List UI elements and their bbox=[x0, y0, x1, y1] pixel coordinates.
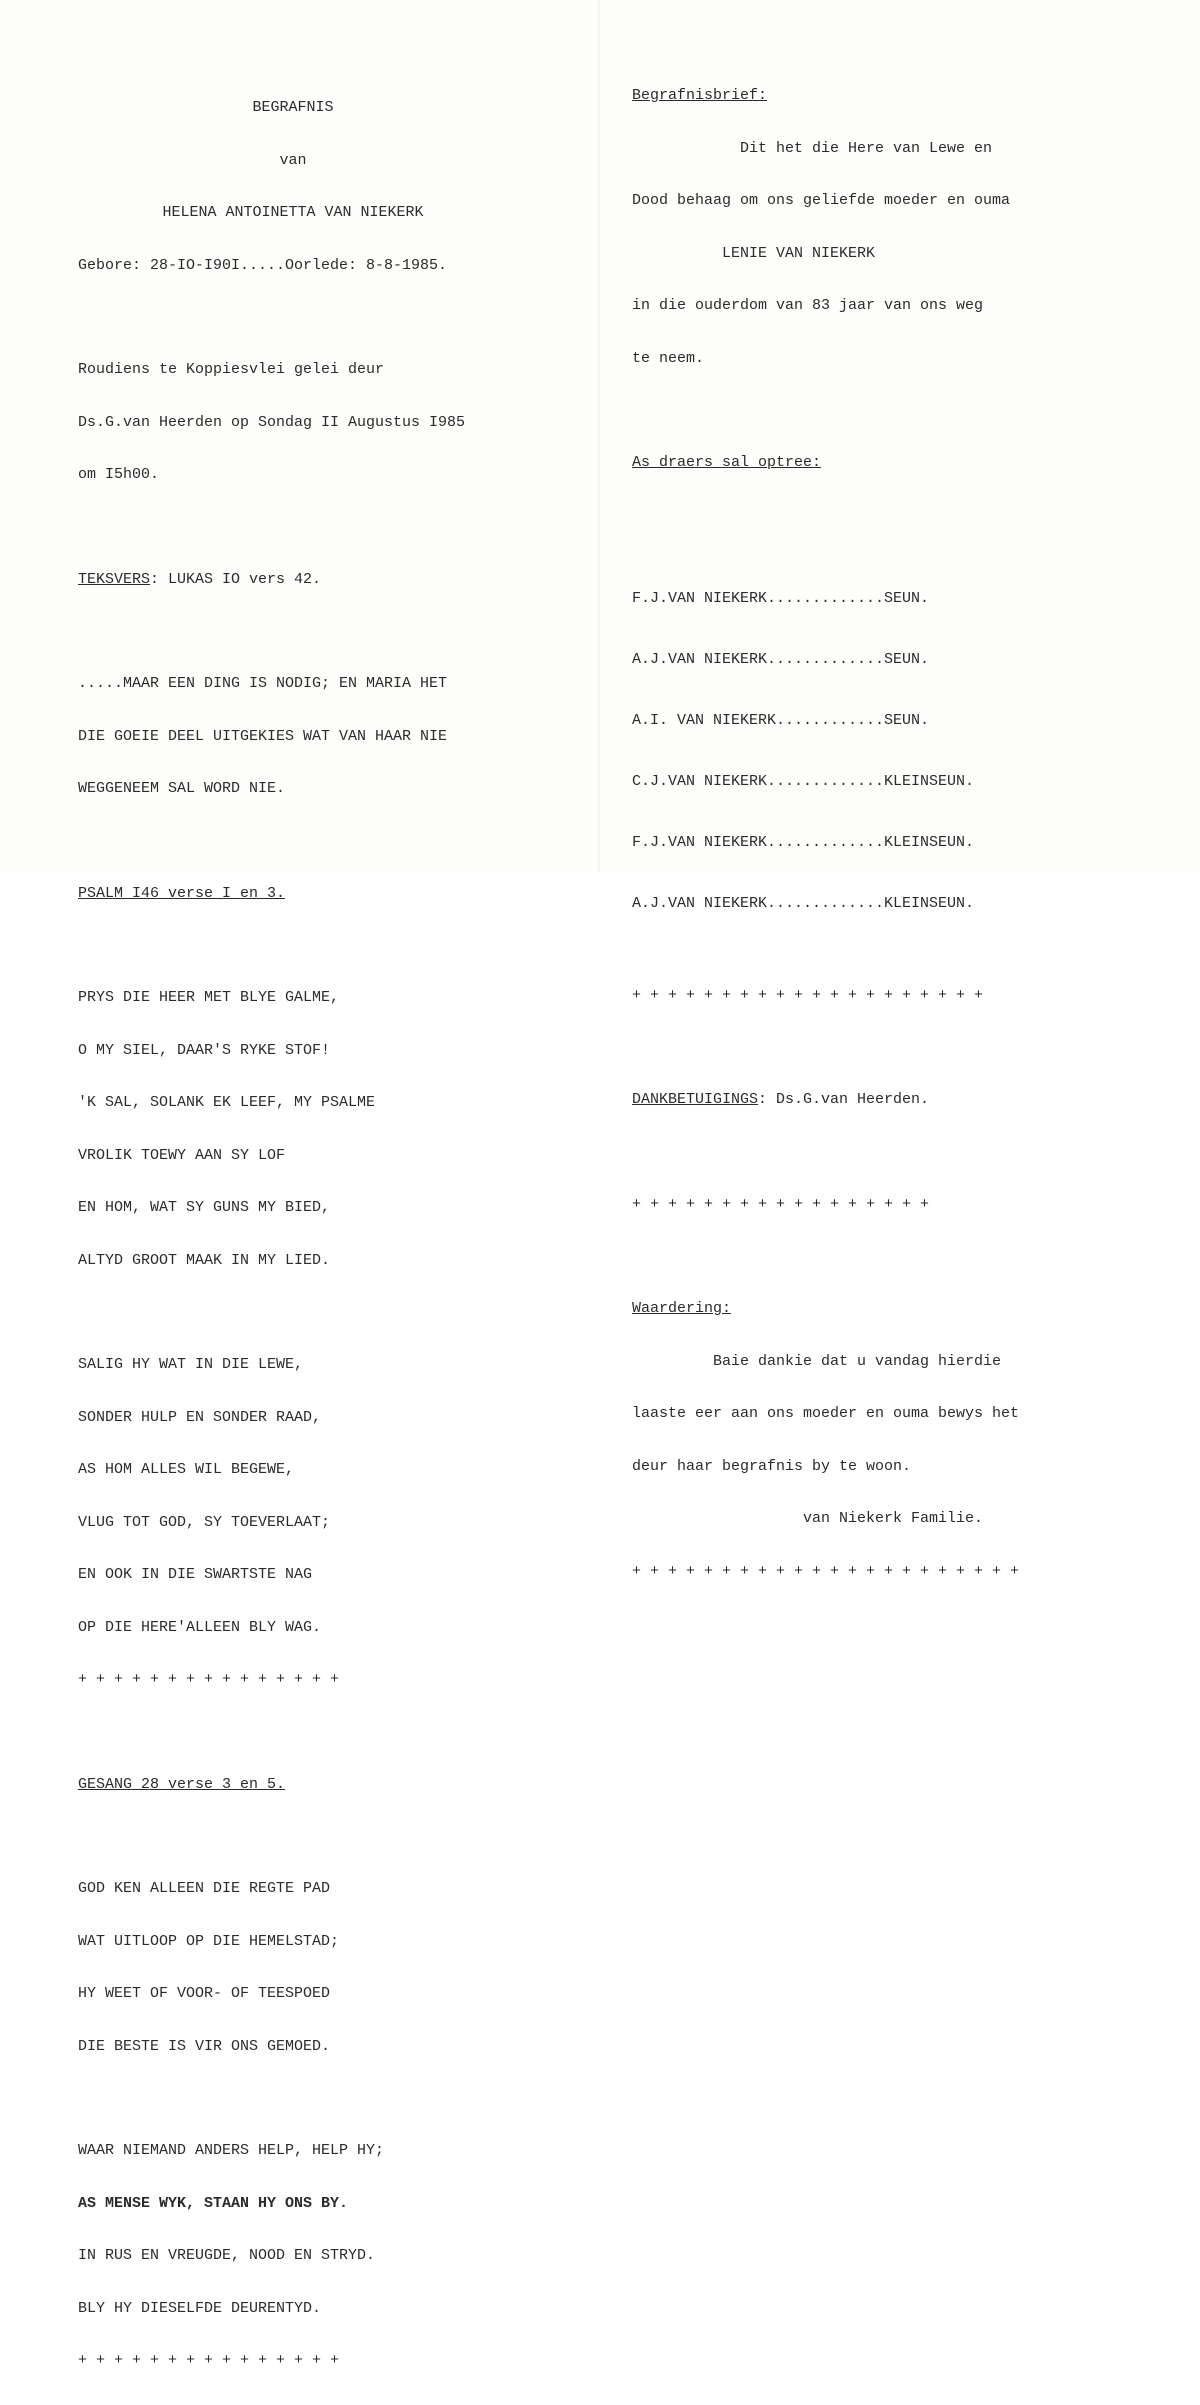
appreciation-line: Baie dankie dat u vandag hierdie bbox=[632, 1352, 1002, 1370]
letter-line: Dit het die Here van Lewe en bbox=[632, 139, 993, 157]
plus-divider: + + + + + + + + + + + + + + + bbox=[78, 1671, 340, 1688]
appreciation-heading: Waardering: bbox=[632, 1300, 732, 1317]
appreciation-line: deur haar begrafnis by te woon. bbox=[632, 1457, 912, 1475]
doc-title: BEGRAFNIS bbox=[252, 99, 334, 116]
bearer-row: A.J.VAN NIEKERK.............KLEINSEUN. bbox=[632, 894, 975, 912]
psalm-line: PRYS DIE HEER MET BLYE GALME, bbox=[78, 989, 340, 1006]
teks-line: .....MAAR EEN DING IS NODIG; EN MARIA HET bbox=[78, 675, 448, 692]
deceased-name: HELENA ANTOINETTA VAN NIEKERK bbox=[162, 204, 424, 221]
psalm-line: VLUG TOT GOD, SY TOEVERLAAT; bbox=[78, 1513, 331, 1531]
bearer-row: A.I. VAN NIEKERK............SEUN. bbox=[632, 711, 930, 729]
letter-line: Dood behaag om ons geliefde moeder en ouma bbox=[632, 192, 1011, 209]
gesang-line: AS MENSE WYK, STAAN HY ONS BY. bbox=[78, 2194, 349, 2212]
page-fold bbox=[598, 0, 600, 872]
gesang-line: DIE BESTE IS VIR ONS GEMOED. bbox=[78, 2037, 331, 2055]
bearer-row: F.J.VAN NIEKERK.............SEUN. bbox=[632, 589, 930, 607]
psalm-line: OP DIE HERE'ALLEEN BLY WAG. bbox=[78, 1618, 322, 1636]
teksvers-line bbox=[78, 571, 578, 589]
gesang-line: BLY HY DIESELFDE DEURENTYD. bbox=[78, 2299, 322, 2317]
left-page bbox=[78, 64, 578, 2405]
plus-divider: + + + + + + + + + + + + + + + + + + + + + + bbox=[632, 1562, 1020, 1580]
gesang-line: IN RUS EN VREUGDE, NOOD EN STRYD. bbox=[78, 2247, 376, 2264]
plus-divider: + + + + + + + + + + + + + + + + + bbox=[632, 1195, 930, 1213]
psalm-line: O MY SIEL, DAAR'S RYKE STOF! bbox=[78, 1041, 331, 1059]
teksvers-heading: TEKSVERS bbox=[78, 570, 151, 588]
service-line: Ds.G.van Heerden op Sondag II Augustus I985 bbox=[78, 413, 466, 431]
psalm-line: AS HOM ALLES WIL BEGEWE, bbox=[78, 1461, 295, 1478]
bearers-list bbox=[632, 551, 1152, 952]
letter-line: LENIE VAN NIEKERK bbox=[632, 244, 876, 262]
doc-van: van bbox=[279, 151, 307, 169]
letter-heading: Begrafnisbrief: bbox=[632, 87, 768, 104]
gesang-line: GOD KEN ALLEEN DIE REGTE PAD bbox=[78, 1880, 331, 1897]
plus-divider: + + + + + + + + + + + + + + + bbox=[78, 2352, 340, 2369]
gesang-line: WAT UITLOOP OP DIE HEMELSTAD; bbox=[78, 1932, 340, 1950]
psalm-heading: PSALM I46 verse I en 3. bbox=[78, 884, 286, 902]
thanks-line bbox=[632, 1091, 1152, 1109]
appreciation-line: van Niekerk Familie. bbox=[632, 1510, 984, 1527]
psalm-line: EN OOK IN DIE SWARTSTE NAG bbox=[78, 1566, 313, 1583]
psalm-line: VROLIK TOEWY AAN SY LOF bbox=[78, 1146, 286, 1164]
teks-line: WEGGENEEM SAL WORD NIE. bbox=[78, 780, 286, 797]
bearer-row: A.J.VAN NIEKERK.............SEUN. bbox=[632, 650, 930, 668]
thanks-heading: DANKBETUIGINGS bbox=[632, 1091, 759, 1108]
teks-line: DIE GOEIE DEEL UITGEKIES WAT VAN HAAR NIE bbox=[78, 727, 448, 745]
letter-line: te neem. bbox=[632, 349, 705, 367]
psalm-line: 'K SAL, SOLANK EK LEEF, MY PSALME bbox=[78, 1094, 376, 1111]
service-line: Roudiens te Koppiesvlei gelei deur bbox=[78, 361, 385, 378]
life-dates: Gebore: 28-IO-I90I.....Oorlede: 8-8-1985. bbox=[78, 256, 448, 274]
plus-divider: + + + + + + + + + + + + + + + + + + + + bbox=[632, 986, 984, 1004]
bearers-heading: As draers sal optree: bbox=[632, 454, 822, 471]
right-page bbox=[632, 52, 1152, 1615]
gesang-line: HY WEET OF VOOR- OF TEESPOED bbox=[78, 1985, 331, 2002]
gesang-heading: GESANG 28 verse 3 en 5. bbox=[78, 1775, 286, 1793]
psalm-line: EN HOM, WAT SY GUNS MY BIED, bbox=[78, 1199, 331, 1216]
psalm-line: SONDER HULP EN SONDER RAAD, bbox=[78, 1408, 322, 1426]
thanks-text: : Ds.G.van Heerden. bbox=[758, 1091, 930, 1108]
bearer-row: C.J.VAN NIEKERK.............KLEINSEUN. bbox=[632, 772, 975, 790]
service-line: om I5h00. bbox=[78, 466, 160, 483]
gesang-line: WAAR NIEMAND ANDERS HELP, HELP HY; bbox=[78, 2142, 385, 2159]
letter-line: in die ouderdom van 83 jaar van ons weg bbox=[632, 297, 984, 314]
psalm-line: SALIG HY WAT IN DIE LEWE, bbox=[78, 1356, 304, 1373]
teksvers-ref: : LUKAS IO vers 42. bbox=[150, 570, 322, 588]
appreciation-line: laaste eer aan ons moeder en ouma bewys het bbox=[632, 1405, 1020, 1422]
psalm-line: ALTYD GROOT MAAK IN MY LIED. bbox=[78, 1251, 331, 1269]
bearer-row: F.J.VAN NIEKERK.............KLEINSEUN. bbox=[632, 833, 975, 851]
